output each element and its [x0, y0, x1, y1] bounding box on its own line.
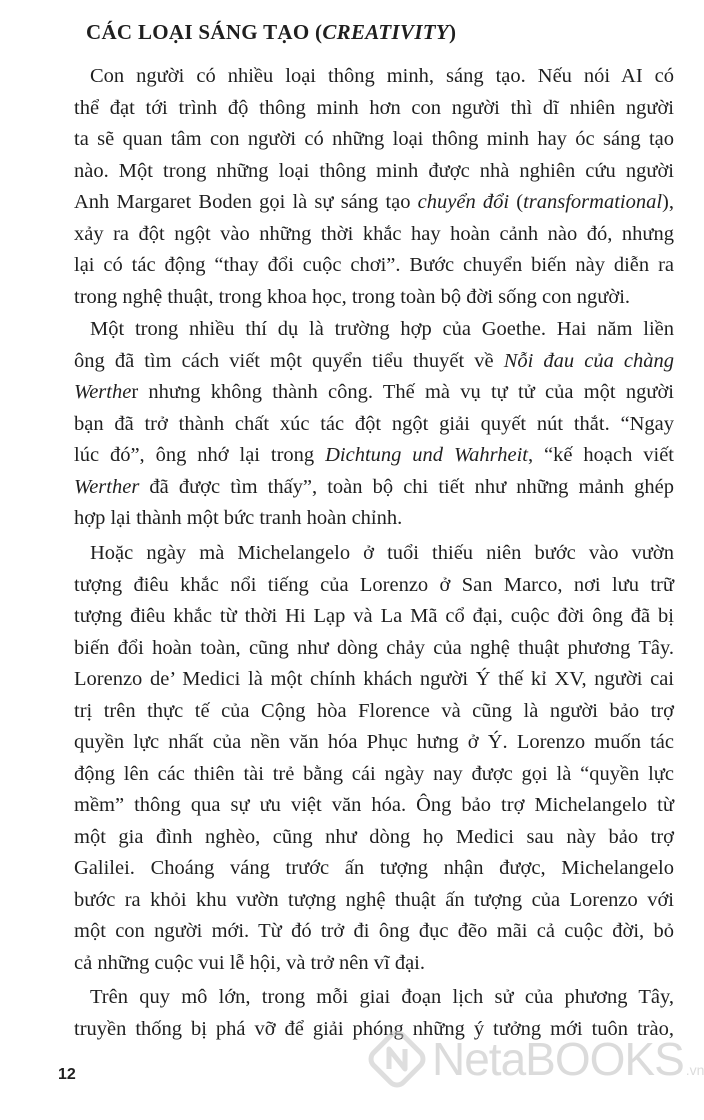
text-line [74, 187, 674, 219]
text-run: r nhưng không thành công. Thế mà vụ tự tử của một người [131, 381, 674, 403]
text-line [74, 346, 674, 378]
italic-book-title: Werthe [74, 381, 132, 403]
text-run: đã được tìm thấy”, toàn bộ chi tiết như những mảnh ghép [139, 475, 674, 498]
text-line: bạn đã trở thành chất xúc tác đột ngột giải quyết nút thắt. “Ngay [74, 412, 674, 435]
text-line: Một trong nhiều thí dụ là trường hợp của Goethe. Hai năm liền [90, 318, 674, 340]
heading-close-paren: ) [449, 20, 457, 44]
text-line: Trên quy mô lớn, trong mỗi giai đoạn lịch sử của phương Tây, [90, 986, 674, 1008]
text-line: ta sẽ quan tâm con người có những loại thông minh hay óc sáng tạo [74, 128, 674, 150]
text-line [74, 472, 674, 504]
text-run: , “kế hoạch viết [528, 444, 675, 466]
text-line [74, 440, 674, 472]
text-run: Anh Margaret Boden gọi là sự sáng tạo [74, 191, 418, 213]
text-run: ( [509, 191, 524, 213]
watermark-brand: NetaBOOKS [432, 1033, 684, 1085]
text-line [74, 377, 674, 409]
text-line: quyền lực nhất của nền văn hóa Phục hưng ở Ý. Lorenzo muốn tác [74, 731, 674, 753]
italic-book-title: Dichtung und Wahrheit [325, 444, 529, 466]
text-line: lại có tác động “thay đổi cuộc chơi”. Bước chuyển biến này diễn ra [74, 254, 674, 276]
watermark-suffix: .vn [685, 1062, 704, 1078]
watermark [366, 1028, 704, 1090]
text-line: truyền thống bị phá vỡ để giải phóng những ý tưởng mới tuôn trào, [74, 1017, 674, 1040]
paragraph-3 [74, 538, 674, 979]
text-line: tượng điêu khắc nổi tiếng của Lorenzo ở San Marco, nơi lưu trữ [74, 573, 674, 596]
text-line: biến đổi hoàn toàn, cũng như dòng chảy của nghệ thuật phương Tây. [74, 636, 674, 659]
italic-book-title: Werther [74, 475, 140, 498]
text-line: trong nghệ thuật, trong khoa học, trong toàn bộ đời sống con người. [74, 285, 631, 308]
text-line: hợp lại thành một bức tranh hoàn chỉnh. [74, 507, 403, 529]
page-number: 12 [58, 1066, 76, 1083]
italic-term: chuyển đổi [417, 191, 510, 213]
text-line: Galilei. Choáng váng trước ấn tượng nhận được, Michelangelo [74, 857, 674, 879]
text-line: trị trên thực tế của Cộng hòa Florence và cũng là người bảo trợ [74, 699, 674, 722]
netabooks-logo-icon [366, 1028, 428, 1090]
text-line: nào. Một trong những loại thông minh được nhà nghiên cứu người [74, 159, 674, 182]
text-line: cả những cuộc vui lễ hội, và trở nên vĩ đại. [74, 951, 425, 974]
italic-book-title: Nỗi đau của chàng [503, 349, 674, 372]
section-heading [86, 20, 456, 45]
text-line: Hoặc ngày mà Michelangelo ở tuổi thiếu niên bước vào vườn [90, 542, 674, 564]
text-run: ông đã tìm cách viết một quyển tiểu thuyết về [74, 349, 504, 372]
text-line: động lên các thiên tài trẻ bằng cái ngày nay được gọi là “quyền lực [74, 762, 674, 785]
text-line: bước ra khỏi khu vườn tượng nghệ thuật ấn tượng của Lorenzo với [74, 888, 674, 911]
text-line: xảy ra đột ngột vào những thời khắc hay hoàn cảnh nào đó, nhưng [74, 222, 674, 245]
text-line: thể đạt tới trình độ thông minh hơn con người thì dĩ nhiên người [74, 96, 674, 119]
text-line: một con người mới. Từ đó trở đi ông đục đẽo mãi cả cuộc đời, bỏ [74, 920, 674, 942]
heading-text: CÁC LOẠI SÁNG TẠO ( [86, 20, 323, 44]
text-run: ), [662, 191, 674, 213]
paragraph-1 [74, 61, 674, 313]
text-run: lúc đó”, ông nhớ lại trong [74, 444, 326, 466]
text-line: Con người có nhiều loại thông minh, sáng tạo. Nếu nói AI có [90, 65, 674, 87]
text-line: một gia đình nghèo, cũng như dòng họ Medici sau này bảo trợ [74, 825, 674, 848]
text-line: tượng điêu khắc từ thời Hi Lạp và La Mã cổ đại, cuộc đời ông đã bị [74, 605, 674, 627]
italic-term: transformational [523, 191, 663, 213]
text-line: Lorenzo de’ Medici là một chính khách người Ý thế kỉ XV, người cai [74, 668, 674, 690]
text-line: mềm” thông qua sự ưu việt văn hóa. Ông bảo trợ Michelangelo từ [74, 794, 674, 816]
heading-italic-term: CREATIVITY [322, 20, 450, 44]
paragraph-2 [74, 314, 674, 535]
